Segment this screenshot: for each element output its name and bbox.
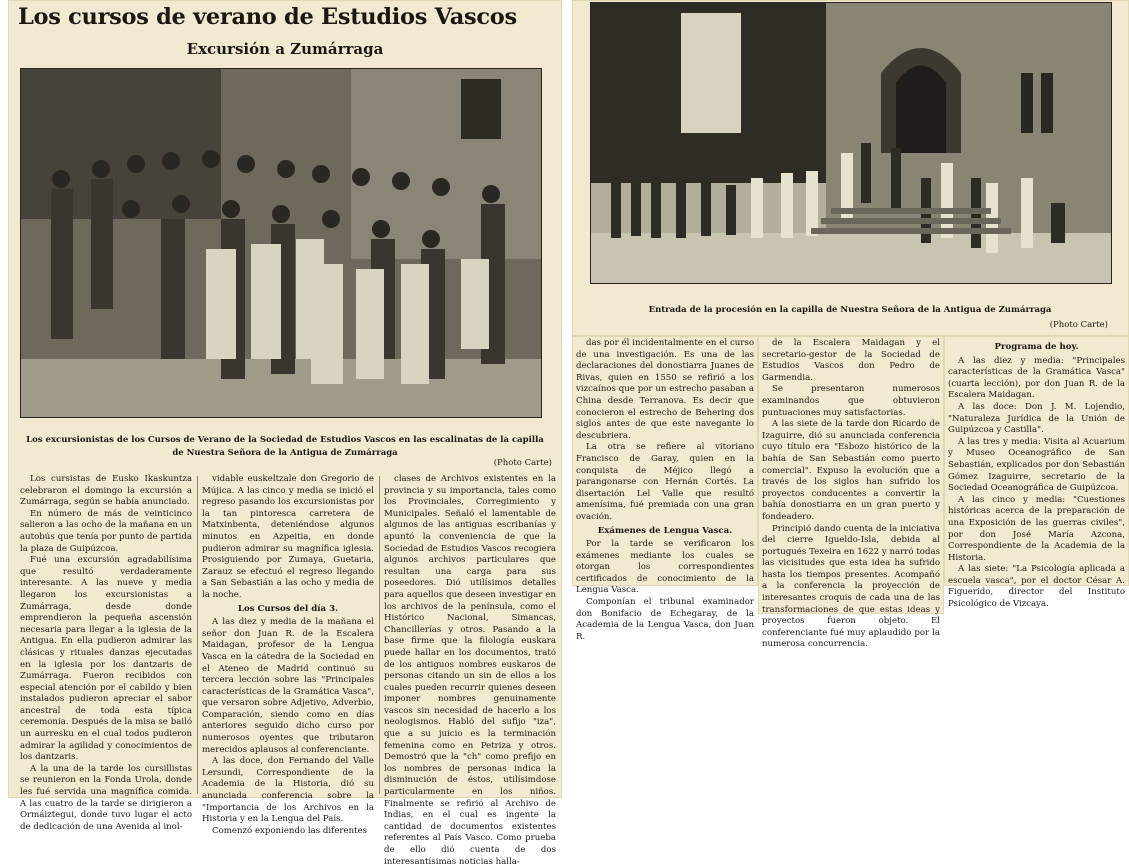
right-column-1 bbox=[576, 338, 754, 642]
paragraph: Fué una excursión agradabilísima que resultó verdaderamente interesante. A las nueve y media llegaron los excursionistas a Zumárraga, desde donde emprendieron la pequeña ascensión necesaria para llegar a la iglesia de la Antigua. En ella pudieron admirar las clásicas y rituales danzas ejecutadas en la iglesia por los dantzaris de Zumárraga. Fueron recibidos con especial atención por el cabildo y bien instalados pudieron apreciar el sabor ancestral de toda esta típica ceremonia. Después de la misa se bailó un aurresku en el cual todos pudieron admirar la agilidad y conocimientos de los dantzaris. bbox=[20, 555, 192, 763]
paragraph: A las cinco y media: "Cuestiones históricas acerca de la preparación de una Exposición de las guerras civiles", por don José María Azcona, Correspondiente de la Academia de la Historia. bbox=[948, 494, 1125, 563]
left-column-2 bbox=[202, 474, 374, 836]
paragraph: de la Escalera Maidagan y el secretario-gestor de la Sociedad de Estudios Vascos don Pedro de Garmendia. bbox=[762, 338, 940, 383]
procession-photo-credit: (Photo Carte) bbox=[1049, 320, 1108, 330]
group-photo-caption: Los excursionistas de los Cursos de Verano de la Sociedad de Estudios Vascos en las escalinatas de la capilla de Nuestra Señora de la Antigua de Zumárraga bbox=[26, 435, 544, 458]
column-divider bbox=[197, 476, 198, 794]
paragraph: A las diez y media: "Principales características de la Gramática Vasca" (cuarta lección), por don Juan R. de la Escalera Maidagan. bbox=[948, 355, 1125, 401]
procession-photo-image bbox=[591, 3, 1111, 283]
right-column-3 bbox=[948, 340, 1125, 610]
paragraph: das por él incidentalmente en el curso de una investigación. Es una de las declaraciones del donostiarra Juanes de Rivas, quien en 1550 se refirió a los vizcaínos que por un estrecho pasaban a China desde Terranova. Es decir que conocieron el estrecho de Behering dos siglos antes de que este navegante lo descubriera. bbox=[576, 338, 754, 441]
paragraph: Componían el tribunal examinador don Bonifacio de Echegaray, de la Academia de la Lengua Vasca, don Juan R. bbox=[576, 597, 754, 642]
paragraph: En número de más de veinticinco salieron a las ocho de la mañana en un autobús que tenía por punto de partida la plaza de Guipúzcoa. bbox=[20, 508, 192, 554]
column-divider bbox=[379, 476, 380, 794]
paragraph: A las doce, don Fernando del Valle Lersundi, Correspondiente de la Academia de la Historia, dió su anunciada conferencia sobre la "Importancia de los Archivos en la Historia y en la Lengua del País. bbox=[202, 756, 374, 825]
paragraph: A las siete: "La Psicología aplicada a escuela vasca", por el doctor César A. Figuerido, director del Instituto Psicológico de Vizcaya. bbox=[948, 564, 1125, 610]
paragraph: clases de Archivos existentes en la provincia y su importancia, tales como los Provinciales, Corregimiento y Municipales. Señaló el lamentable de algunos de las antiguas escribanías y apuntó la conveniencia de que la Sociedad de Estudios Vascos recogiera algunos archivos particulares que resultan una carga para sus poseedores. Dió utilísimos detalles para aquellos que deseen investigar en los archivos de la península, como el Histórico Nacional, Simancas, Chancillerías y otros. Pasando a la base firme que la filología euskara puede hallar en los documentos, trató de los antiguos nombres euskaros de personas citando un sin de ellos a los cuales pueden recurrir quienes deseen imponer nombres genuinamente vascos sin necesidad de hacerlo a los neologismos. Habló del sufijo "iza", que a su juicio es la terminación femenina como en Petriza y otros. Demostró que la "ch" como prefijo en los nombres de personas indica la disminución de éstos, utilísimdose particularmente en los niños. Finalmente se refirió al Archivo de Indias, en el cual es ingente la cantidad de documentos existentes referentes al País Vasco. Como prueba de ello dió cuenta de dos interesantísimas noticias halla- bbox=[384, 474, 556, 867]
paragraph: Por la tarde se verificaron los exámenes mediante los cuales se otorgan los correspondientes certificados de conocimiento de la Lengua Vasca. bbox=[576, 539, 754, 596]
paragraph: A las doce: Don J. M. Lojendio, "Naturaleza Jurídica de la Unión de Guipúzcoa y Castilla". bbox=[948, 401, 1125, 436]
group-photo-credit: (Photo Carte) bbox=[493, 458, 552, 468]
paragraph: La otra se refiere al vitoriano Francisco de Garay, quien en la conquista de Méjico llegó a parangonarse con Hernán Cortés. La disertación Lel Valle que resultó amenísima, fué premiada con una gran ovación. bbox=[576, 442, 754, 522]
right-clipping bbox=[572, 0, 1129, 336]
program-title: Programa de hoy. bbox=[994, 342, 1079, 352]
section-heading: Exámenes de Lengua Vasca. bbox=[597, 525, 733, 536]
left-column-1 bbox=[20, 474, 192, 832]
left-clipping bbox=[8, 0, 562, 867]
group-photo bbox=[20, 68, 542, 418]
right-column-2 bbox=[762, 338, 940, 650]
paragraph: A las tres y media: Visita al Acuarium y Museo Oceanográfico de San Sebastián, explicados por don Sebastián Gómez Izaguirre, secretario de la Sociedad Oceanográfica de Guipúzcoa. bbox=[948, 436, 1125, 494]
left-column-3 bbox=[384, 474, 556, 867]
procession-photo bbox=[590, 2, 1112, 284]
paragraph: A la una de la tarde los cursillistas se reunieron en la Fonda Urola, donde les fué servida una magnífica comida. A las cuatro de la tarde se dirigieron a Ormáiztegui, donde tuvo lugar el acto de dedicación de una Avenida al inol- bbox=[20, 763, 192, 832]
subheadline: Excursión a Zumárraga bbox=[186, 40, 384, 58]
paragraph: A las siete de la tarde don Ricardo de Izaguirre, dió su anunciada conferencia cuyo título era "Esbozo histórico de la bahía de San Sebastián como puerto comercial". Expuso la evolución que a través de los siglos han sufrido los proyectos conducentes a convertir la bahía donostiarra en un gran puerto y fondeadero. bbox=[762, 419, 940, 522]
group-photo-image bbox=[21, 69, 541, 417]
paragraph: vidable euskeltzale don Gregorio de Mújica. A las cinco y media se inició el regreso pasando los excursionistas por la tan pintoresca carretera de Matxinbenta, deteniéndose algunos minutos en Azpeitia, en donde pudieron admirar su magnífica iglesia. Prosiguiendo por Zumaya, Guetaria, Zarauz se efectuó el regreso llegando a San Sebastián a las ocho y media de la noche. bbox=[202, 474, 374, 600]
procession-photo-caption: Entrada de la procesión en la capilla de Nuestra Señora de la Antigua de Zumárraga bbox=[648, 305, 1052, 315]
headline: Los cursos de verano de Estudios Vascos bbox=[18, 4, 517, 30]
paragraph: Comenzó exponiendo las diferentes bbox=[212, 825, 368, 836]
section-heading: Los Cursos del día 3. bbox=[237, 603, 339, 614]
right-column-1-clipping bbox=[572, 336, 758, 642]
right-column-2-clipping bbox=[758, 336, 944, 650]
paragraph: A las diez y media de la mañana el señor don Juan R. de la Escalera Maidagan, profesor de la Lengua Vasca en la cátedra de la Sociedad en el Ateneo de Madrid continuó su tercera lección sobre las "Principales características de la Gramática Vasca", que versaron sobre Adjetivo, Adverbio, Comparación, siendo como en días anteriores seguido dicho curso por numerosos oyentes que tributaron merecidos aplausos al conferenciante. bbox=[202, 617, 374, 755]
paragraph: Se presentaron numerosos examinandos que obtuvieron puntuaciones muy satisfactorias. bbox=[762, 384, 940, 418]
paragraph: Principió dando cuenta de la iniciativa del cierre Igueldo-Isla, debida al portugués Texeira en 1622 y narró todas las vicisitudes que esta idea ha sufrido hasta los tiempos presentes. Acompañó a la conferencia la proyección de interesantes croquis de cada una de las transformaciones de que estas ideas y proyectos fueron objeto. El conferenciante fué muy aplaudido por la numerosa concurrencia. bbox=[762, 523, 940, 650]
paragraph: Los cursistas de Eusko Ikaskuntza celebraron el domingo la excursión a Zumárraga, según se había anunciado. bbox=[20, 474, 192, 508]
right-column-3-clipping bbox=[944, 336, 1129, 610]
